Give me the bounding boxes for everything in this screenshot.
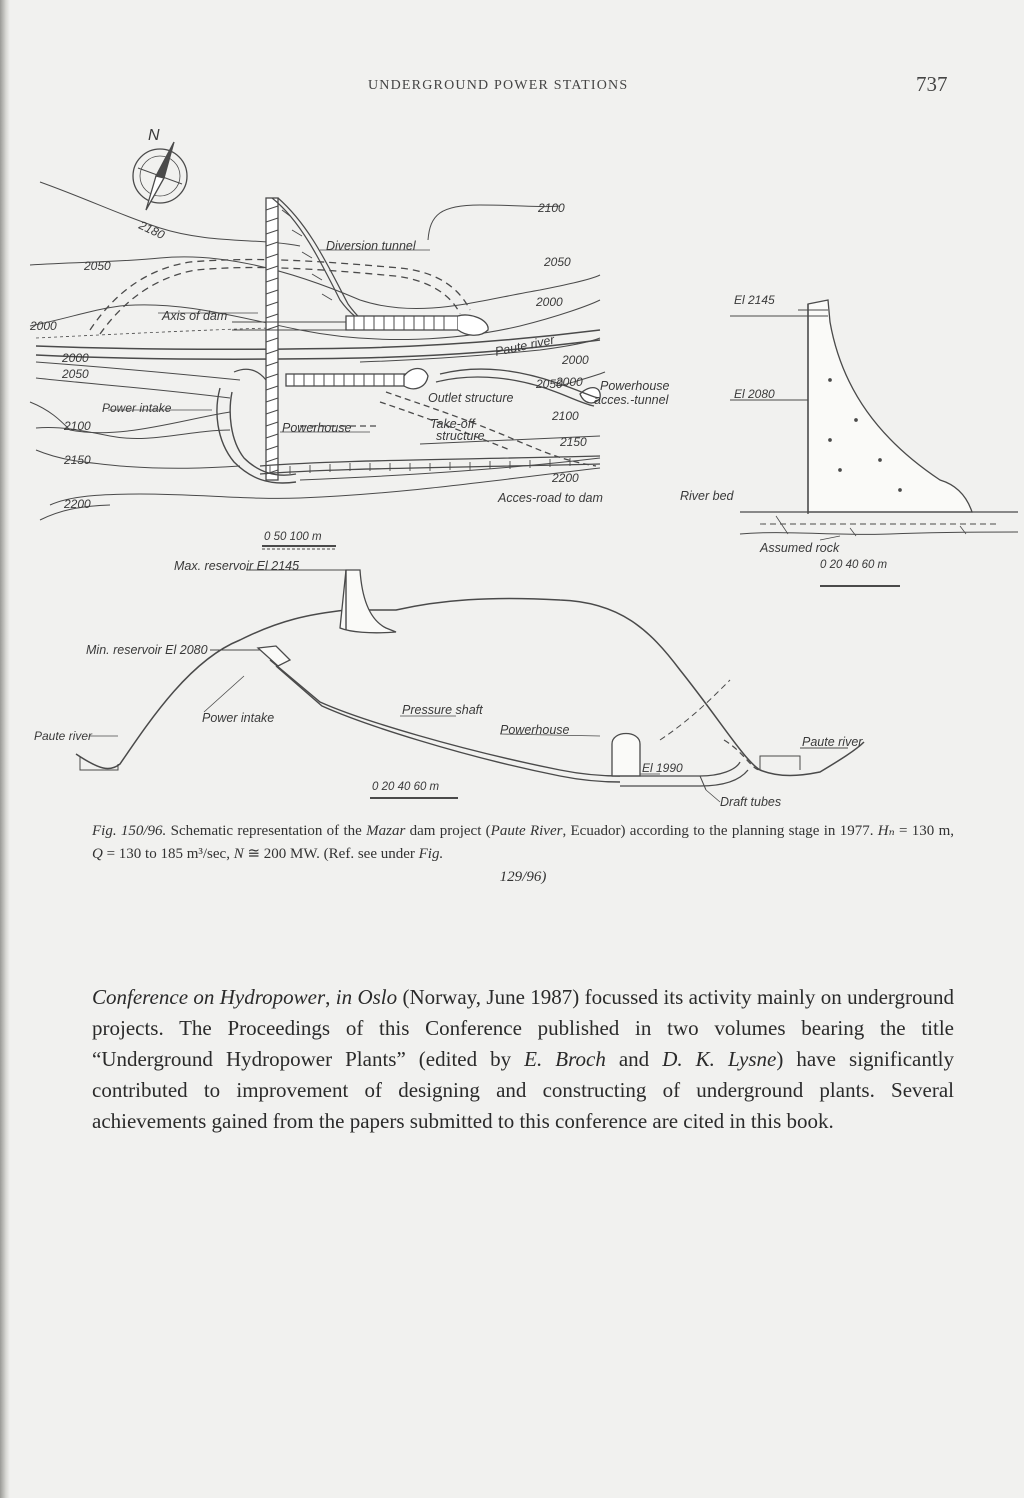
caption-text: Schematic representation of the xyxy=(166,823,367,839)
paute-river-left-label: Paute river xyxy=(34,729,93,743)
caption-fig-label: Fig. 150/96. xyxy=(92,823,167,839)
conference-name: Conference on Hydropower xyxy=(92,985,326,1009)
contour-label: 2100 xyxy=(538,201,565,215)
compass-icon xyxy=(133,142,187,210)
contour-label: 2050 xyxy=(536,377,563,391)
body-paragraph xyxy=(92,982,954,1137)
powerhouse-access-label: Powerhouse xyxy=(600,379,670,393)
contour-label: 2180 xyxy=(136,218,167,243)
min-reservoir-label: Min. reservoir El 2080 xyxy=(86,643,208,657)
contour-label: 2150 xyxy=(64,453,91,467)
contour-label: 2000 xyxy=(30,319,57,333)
body-text: and xyxy=(605,1047,663,1071)
contour-label: 2100 xyxy=(552,409,579,423)
contour-label: 2000 xyxy=(556,375,583,389)
dam-scale-label: 0 20 40 60 m xyxy=(820,559,888,571)
contour-label: 2200 xyxy=(552,471,579,485)
draft-tubes-label: Draft tubes xyxy=(720,795,782,809)
caption-text: = 130 to 185 m³/sec, xyxy=(102,846,234,862)
caption-text: dam project ( xyxy=(405,823,491,839)
figure-caption xyxy=(92,820,954,889)
pressure-shaft-label: Pressure shaft xyxy=(402,703,483,717)
plan-labels xyxy=(29,127,670,543)
caption-text: ≅ 200 MW. (Ref. see under xyxy=(243,846,419,862)
body-text: ) have significantly contributed to improvement of designing and constructing of underground plants. Several achievements gained from the papers submitted to this conference are cited in this book. xyxy=(92,1047,954,1133)
contour-label: 2050 xyxy=(84,259,111,273)
contour-label: 2000 xyxy=(562,353,589,367)
axis-of-dam-label: Axis of dam xyxy=(162,309,228,323)
caption-ref-number-text: 129/96) xyxy=(499,869,547,885)
contour-label: 2000 xyxy=(62,351,89,365)
el-2080-label: El 2080 xyxy=(734,387,775,401)
max-reservoir-label: Max. reservoir El 2145 xyxy=(174,559,300,573)
caption-head-symbol: Hₙ xyxy=(877,823,895,839)
profile-labels xyxy=(34,559,863,809)
running-head: UNDERGROUND POWER STATIONS xyxy=(368,78,629,93)
diversion-tunnel-label: Diversion tunnel xyxy=(326,239,416,253)
access-tunnel-label: acces.-tunnel xyxy=(594,393,669,407)
contour-label: 2150 xyxy=(560,435,587,449)
body-text: (Norway, June 1987) focussed its activity mainly on underground projects. The Proceedings of this Conference published in two volumes bearing the title “Underground Hydropower Plants” (edited by xyxy=(92,985,954,1071)
editor-name: E. Broch xyxy=(524,1047,606,1071)
page-number: 737 xyxy=(916,72,948,96)
take-off-label: Take-off xyxy=(430,417,475,431)
el-2145-label: El 2145 xyxy=(734,293,775,307)
compass-label: N xyxy=(148,127,160,144)
powerhouse-label: Powerhouse xyxy=(282,421,352,435)
contour-label: 2200 xyxy=(64,497,91,511)
contour-label: 2000 xyxy=(536,295,563,309)
access-road-label: Acces-road to dam xyxy=(498,491,603,505)
caption-power-symbol: N xyxy=(233,846,244,862)
paute-river-right-label: Paute river xyxy=(802,735,863,749)
caption-text: = 130 m, xyxy=(894,823,954,839)
longitudinal-profile xyxy=(76,570,864,802)
caption-flow-symbol: Q xyxy=(92,846,103,862)
caption-text: , Ecuador) according to the planning stage in 1977. xyxy=(562,823,878,839)
conference-location: in Oslo xyxy=(335,985,398,1009)
contour-label: 2100 xyxy=(64,419,91,433)
caption-river: Paute River xyxy=(490,823,563,839)
take-off-structure-label: structure xyxy=(436,429,485,443)
assumed-rock-label: Assumed rock xyxy=(760,541,840,555)
dam-axis-hatched xyxy=(266,198,278,480)
power-intake-profile-label: Power intake xyxy=(202,711,275,725)
caption-ref-number xyxy=(92,866,954,889)
editor-name: D. K. Lysne xyxy=(662,1047,777,1071)
plan-scale-label: 0 50 100 m xyxy=(264,531,322,543)
river-bed-label: River bed xyxy=(680,489,734,503)
body-text: , xyxy=(325,985,336,1009)
contour-label: 2050 xyxy=(62,367,89,381)
caption-ref-fig: Fig. xyxy=(418,846,444,862)
powerhouse-profile-label: Powerhouse xyxy=(500,723,570,737)
contour-label: 2050 xyxy=(544,255,571,269)
power-intake-label: Power intake xyxy=(102,401,172,415)
profile-scale-label: 0 20 40 60 m xyxy=(372,781,440,793)
paute-river-label: Paute river xyxy=(493,332,556,359)
el-1990-label: El 1990 xyxy=(642,761,683,775)
outlet-structure-label: Outlet structure xyxy=(428,391,514,405)
caption-project: Mazar xyxy=(366,823,406,839)
